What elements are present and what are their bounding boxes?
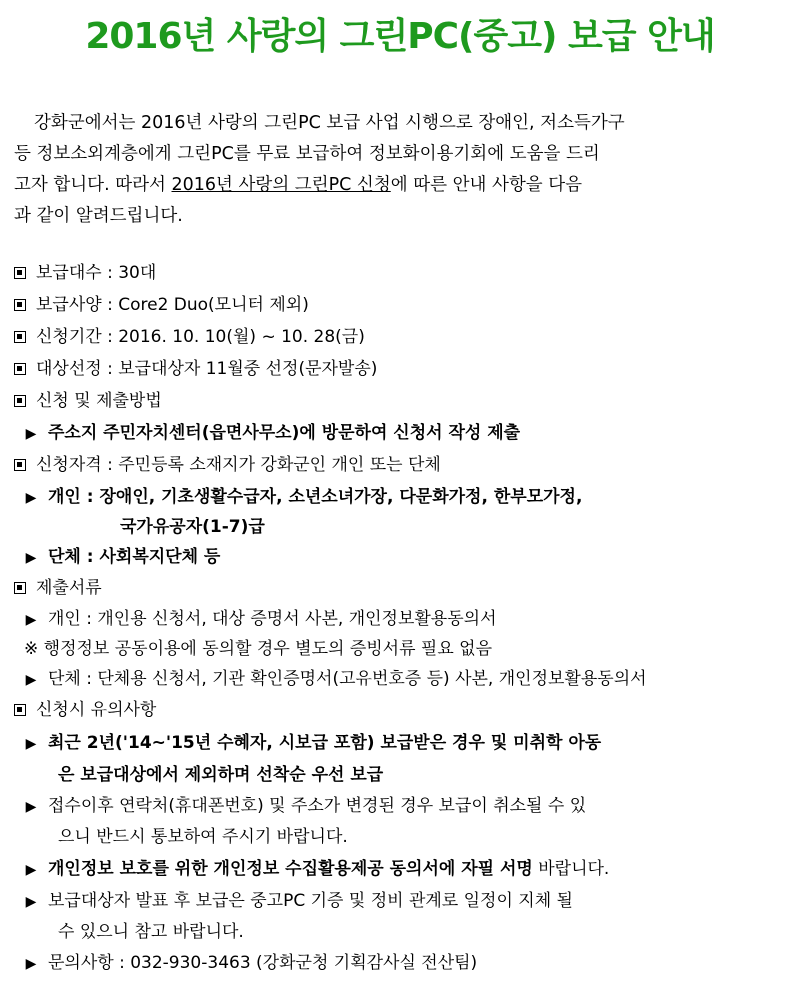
list-subitem: ▶ 단체 : 단체용 신청서, 기관 확인증명서(고유번호증 등) 사본, 개인정보활용동의서 xyxy=(14,664,647,689)
list-item: 신청시 유의사항 xyxy=(14,695,156,720)
list-item: 보급사양 : Core2 Duo(모니터 제외) xyxy=(14,290,309,315)
list-item: 보급대수 : 30대 xyxy=(14,258,156,283)
list-subitem-continued: 국가유공자(1-7)급 xyxy=(120,517,265,537)
arrow-bullet-icon: ▶ xyxy=(25,612,37,628)
list-subitem: ▶ 개인정보 보호를 위한 개인정보 수집활용제공 동의서에 자필 서명 바랍니다. xyxy=(14,854,609,879)
checkbox-bullet-icon xyxy=(14,704,26,716)
intro-line: 강화군에서는 2016년 사랑의 그린PC 보급 사업 시행으로 장애인, 저소득가구 xyxy=(34,113,625,133)
arrow-bullet-icon: ▶ xyxy=(25,799,37,815)
list-subitem: ▶ 접수이후 연락처(휴대폰번호) 및 주소가 변경된 경우 보급이 취소될 수 있 xyxy=(14,791,586,816)
checkbox-bullet-icon xyxy=(14,331,26,343)
list-subitem-continued: 수 있으니 참고 바랍니다. xyxy=(58,922,244,942)
checkbox-bullet-icon xyxy=(14,299,26,311)
arrow-bullet-icon: ▶ xyxy=(25,862,37,878)
page-title: 2016년 사랑의 그린PC(중고) 보급 안내 xyxy=(85,16,715,57)
list-subitem xyxy=(14,948,477,973)
list-item: 신청기간 : 2016. 10. 10(월) ~ 10. 28(금) xyxy=(14,322,365,347)
intro-line: 과 같이 알려드립니다. xyxy=(14,206,183,226)
list-subitem: ▶ 최근 2년('14~'15년 수혜자, 시보급 포함) 보급받은 경우 및 미취학 아동 xyxy=(14,728,601,753)
list-subitem-continued: 은 보급대상에서 제외하며 선착순 우선 보급 xyxy=(58,765,384,785)
checkbox-bullet-icon xyxy=(14,395,26,407)
intro-line: 고자 합니다. 따라서 xyxy=(14,175,172,195)
list-item: 신청자격 : 주민등록 소재지가 강화군인 개인 또는 단체 xyxy=(14,450,441,475)
intro-underlined: 2016년 사랑의 그린PC 신청 xyxy=(171,175,391,195)
list-subitem: ▶ 개인 : 장애인, 기초생활수급자, 소년소녀가장, 다문화가정, 한부모가정, xyxy=(14,482,582,507)
arrow-bullet-icon: ▶ xyxy=(25,490,37,506)
list-item: 대상선정 : 보급대상자 11월중 선정(문자발송) xyxy=(14,354,377,379)
intro-line: 등 정보소외계층에게 그린PC를 무료 보급하여 정보화이용기회에 도움을 드리 xyxy=(14,144,600,164)
list-subitem-continued: 으니 반드시 통보하여 주시기 바랍니다. xyxy=(58,827,348,847)
contact-info: 문의사항 : 032-930-3463 (강화군청 기획감사실 전산팀) xyxy=(48,953,478,973)
arrow-bullet-icon: ▶ xyxy=(25,550,37,566)
arrow-bullet-icon: ▶ xyxy=(25,736,37,752)
checkbox-bullet-icon xyxy=(14,267,26,279)
list-item: 신청 및 제출방법 xyxy=(14,386,162,411)
arrow-bullet-icon: ▶ xyxy=(25,672,37,688)
list-item: 제출서류 xyxy=(14,573,102,598)
checkbox-bullet-icon xyxy=(14,363,26,375)
intro-line: 에 따른 안내 사항을 다음 xyxy=(390,175,583,195)
intro-paragraph xyxy=(14,108,786,232)
arrow-bullet-icon: ▶ xyxy=(25,894,37,910)
checkbox-bullet-icon xyxy=(14,459,26,471)
list-subitem: ▶ 주소지 주민자치센터(읍면사무소)에 방문하여 신청서 작성 제출 xyxy=(14,418,520,443)
list-subitem: ▶ 개인 : 개인용 신청서, 대상 증명서 사본, 개인정보활용동의서 xyxy=(14,604,497,629)
checkbox-bullet-icon xyxy=(14,582,26,594)
list-note: ※ 행정정보 공동이용에 동의할 경우 별도의 증빙서류 필요 없음 xyxy=(24,639,493,659)
arrow-bullet-icon: ▶ xyxy=(25,426,37,442)
list-subitem: ▶ 보급대상자 발표 후 보급은 중고PC 기증 및 정비 관계로 일정이 지체 될 xyxy=(14,886,573,911)
list-subitem: ▶ 단체 : 사회복지단체 등 xyxy=(14,542,220,567)
arrow-bullet-icon: ▶ xyxy=(25,956,37,972)
